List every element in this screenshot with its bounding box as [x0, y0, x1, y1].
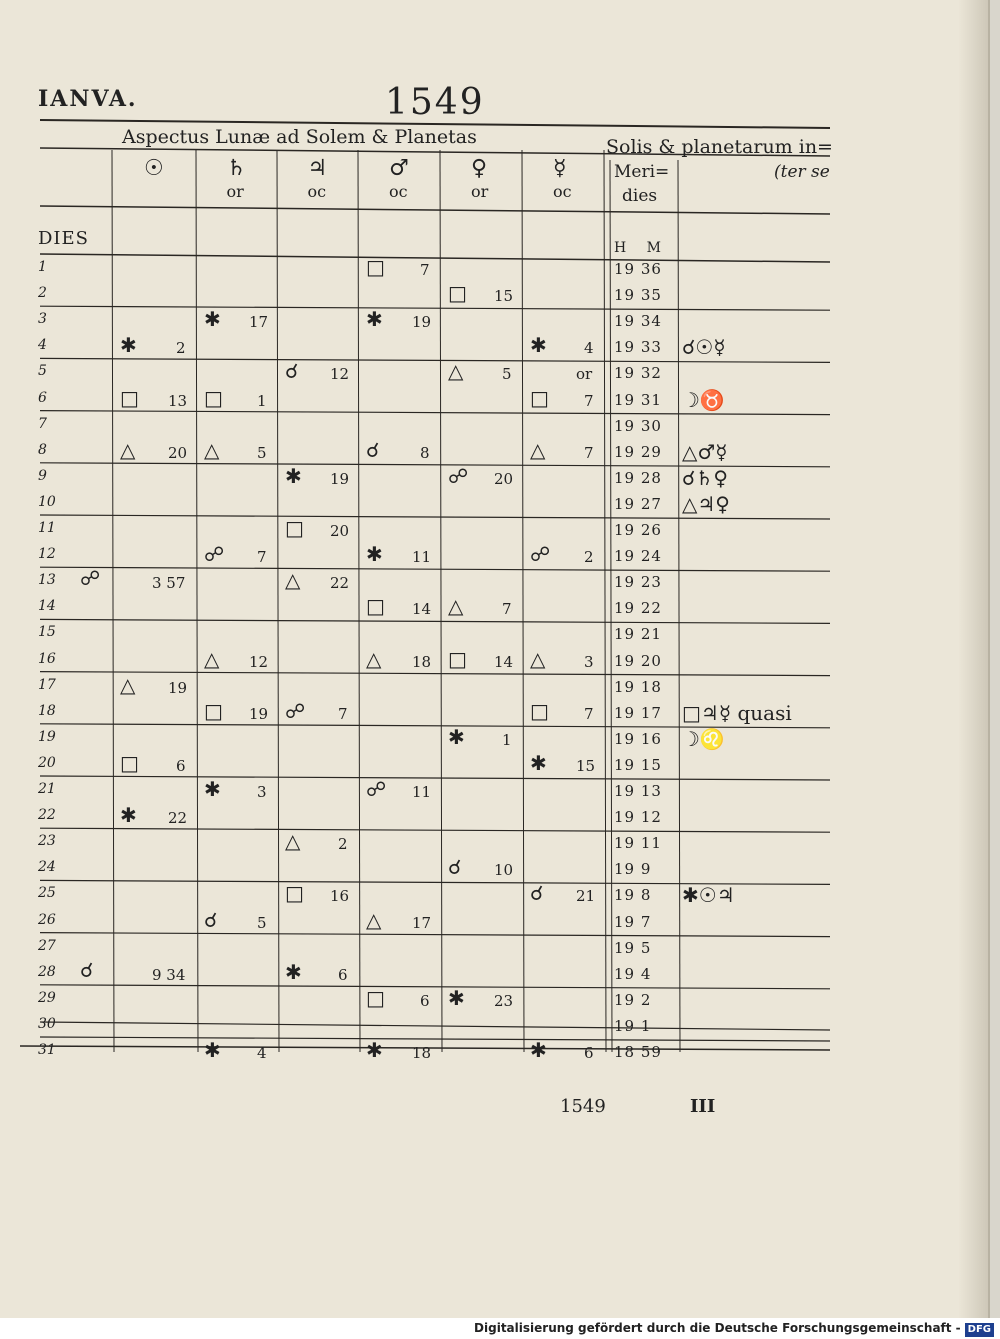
day-number: 15 [38, 624, 56, 641]
day-number: 13 [38, 572, 56, 589]
aspect-value: 22 [330, 574, 350, 593]
planet-symbol-icon: ☿ [553, 156, 567, 181]
day-number: 9 [38, 467, 47, 484]
aspect-symbol-icon: ✱ [120, 333, 137, 358]
meridies-time: 19 15 [614, 755, 662, 774]
subheader-rule [40, 206, 830, 214]
day-number: 5 [38, 363, 47, 380]
column-rule [604, 150, 606, 1052]
aspect-value: 5 [502, 365, 512, 384]
aspect-value: 12 [330, 365, 350, 384]
meridies-time: 19 22 [614, 599, 662, 618]
aspect-value: 1 [257, 391, 267, 410]
aspect-symbol-icon: ✱ [530, 333, 547, 358]
meridies-time: 19 24 [614, 547, 662, 566]
meridies-time: 19 23 [614, 573, 662, 592]
month-label: IANVA. [38, 86, 138, 112]
day-number: 6 [38, 389, 47, 406]
aspect-value: 4 [257, 1044, 267, 1062]
aspect-symbol-icon: △ [448, 359, 464, 384]
column-rule [277, 150, 279, 1052]
meridies-time: 19 32 [614, 364, 662, 383]
aspect-value: 14 [494, 652, 514, 671]
meridies-time: 19 13 [614, 782, 662, 800]
meridies-time: 19 16 [614, 729, 662, 748]
meridies-time: 19 2 [614, 990, 652, 1009]
solis-heading-cont: (ter se [774, 162, 830, 182]
meridies-label-2: dies [622, 186, 658, 206]
pair-rule [40, 1037, 830, 1041]
meridies-time: 19 4 [614, 964, 652, 983]
aspect-symbol-icon: ✱ [285, 959, 302, 984]
day-number: 20 [38, 754, 56, 771]
meridies-time: 19 30 [614, 416, 662, 435]
meridies-time: 19 5 [614, 938, 652, 957]
aspect-value: 10 [494, 861, 514, 880]
aspect-symbol-icon: □ [530, 385, 549, 410]
conjunction-note: ✱☉♃ [682, 883, 735, 908]
aspect-symbol-icon: ✱ [204, 777, 221, 801]
column-rule [112, 150, 114, 1052]
aspect-symbol-icon: △ [120, 437, 136, 462]
day-number: 11 [38, 520, 56, 536]
aspect-symbol-icon: ✱ [204, 307, 221, 332]
aspect-value: 19 [412, 313, 432, 332]
aspect-symbol-icon: □ [285, 516, 304, 540]
aspect-symbol-icon: □ [448, 281, 467, 306]
aspect-symbol-icon: ☌ [530, 881, 544, 906]
aspect-symbol-icon: ✱ [366, 1038, 383, 1062]
day-number: 10 [38, 493, 56, 510]
aspect-value: 7 [584, 391, 594, 410]
meridies-time: 19 35 [614, 286, 662, 305]
aspect-symbol-icon: ☌ [204, 907, 218, 932]
aspect-value: 6 [338, 965, 348, 984]
meridies-right-rule [678, 160, 680, 1052]
aspect-symbol-icon: △ [366, 907, 382, 932]
orient-label: or [226, 182, 244, 201]
aspect-value: 7 [338, 704, 348, 723]
folio-number: III [690, 1096, 716, 1117]
meridies-time: 18 59 [614, 1043, 662, 1061]
meridies-time: 19 18 [614, 677, 662, 696]
meridies-time: 19 9 [614, 860, 652, 879]
aspect-symbol-icon: ✱ [366, 307, 383, 332]
aspect-value: 16 [330, 887, 350, 906]
day-number: 12 [38, 546, 56, 563]
conjunction-note: △♂☿ [682, 439, 728, 464]
meridies-time: 19 21 [614, 625, 662, 644]
aspect-symbol-icon: △ [204, 437, 220, 462]
aspect-value: 20 [330, 522, 350, 540]
meridies-time: 19 34 [614, 312, 662, 331]
meridies-units: H M [614, 240, 669, 256]
meridies-label-1: Meri= [614, 162, 670, 182]
solis-heading: Solis & planetarum in= [606, 136, 833, 158]
aspect-value: 23 [494, 991, 514, 1010]
aspect-symbol-icon: ☍ [366, 777, 387, 801]
conjunction-note: △♃♀ [682, 491, 730, 516]
meridies-time: 19 17 [614, 703, 662, 722]
pair-rule [40, 672, 830, 676]
meridies-time: 19 12 [614, 808, 662, 827]
aspect-value: 17 [249, 313, 269, 332]
aspect-value: 20 [494, 469, 514, 488]
meridies-time: 19 31 [614, 390, 662, 409]
day-number: 23 [38, 833, 56, 850]
aspect-symbol-icon: ✱ [120, 803, 137, 828]
aspect-symbol-icon: □ [204, 698, 223, 723]
aspect-value: 7 [502, 600, 512, 619]
day-number: 25 [38, 885, 56, 902]
day-number: 8 [38, 441, 47, 458]
aspect-value: 5 [257, 913, 267, 932]
aspect-symbol-icon: □ [120, 750, 139, 775]
aspect-value: 15 [494, 287, 514, 306]
aspect-symbol-icon: ☌ [285, 359, 299, 384]
aspect-value: 19 [168, 678, 188, 697]
planet-symbol-icon: ♀ [471, 156, 488, 181]
aspect-symbol-icon: □ [366, 594, 385, 619]
aspect-symbol-icon: ☌ [448, 855, 462, 880]
digitization-footer [0, 1318, 1000, 1339]
aspect-symbol-icon: ☍ [80, 566, 101, 591]
aspect-value: 2 [176, 339, 186, 358]
aspect-value: 22 [168, 809, 188, 828]
aspect-symbol-icon: ✱ [285, 463, 302, 488]
aspect-value: 18 [412, 652, 432, 671]
digitization-credit: Digitalisierung gefördert durch die Deutsche Forschungsgemeinschaft - [474, 1321, 961, 1335]
aspect-symbol-icon: ✱ [448, 985, 465, 1010]
aspect-symbol-icon: △ [366, 646, 382, 671]
conjunction-note: □♃☿ quasi [682, 700, 792, 725]
aspect-value: 13 [168, 391, 188, 410]
aspect-symbol-icon: ✱ [530, 750, 547, 775]
meridies-time: 19 33 [614, 338, 662, 357]
day-number: 27 [38, 937, 56, 954]
aspect-value: 6 [584, 1044, 594, 1062]
aspect-value: 2 [584, 548, 594, 567]
conjunction-note: ☌☉☿ [682, 335, 726, 360]
meridies-time: 19 8 [614, 886, 652, 905]
aspect-symbol-icon: △ [120, 672, 136, 697]
aspect-symbol-icon: ☍ [285, 698, 306, 723]
aspect-value: 14 [412, 600, 432, 619]
aspect-value: 9 34 [152, 965, 186, 984]
aspect-value: 5 [257, 443, 267, 462]
aspect-value: 4 [584, 339, 594, 358]
day-number: 16 [38, 650, 56, 667]
aspect-symbol-icon: ✱ [448, 724, 465, 749]
planet-symbol-icon: ♄ [226, 156, 247, 181]
aspect-value: 11 [412, 548, 432, 567]
aspect-symbol-icon: △ [530, 646, 546, 671]
day-number: 2 [38, 285, 47, 302]
day-number: 31 [38, 1042, 56, 1058]
column-rule [522, 150, 524, 1052]
pair-rule [40, 933, 830, 937]
aspectus-heading: Aspectus Lunæ ad Solem & Planetas [122, 126, 477, 148]
day-number: 4 [38, 337, 47, 354]
pair-rule [40, 828, 830, 832]
day-number: 24 [38, 859, 56, 876]
aspect-symbol-icon: △ [285, 829, 301, 854]
conjunction-note: ☌♄♀ [682, 465, 728, 490]
conjunction-note: ☽♌ [682, 726, 725, 751]
orient-label: oc [389, 182, 408, 201]
aspect-value: 18 [412, 1044, 432, 1062]
aspect-value: 8 [420, 443, 430, 462]
aspect-symbol-icon: ☍ [204, 542, 225, 567]
aspect-symbol-icon: □ [120, 385, 139, 410]
day-number: 17 [38, 676, 56, 693]
pair-rule [40, 985, 830, 989]
aspect-value: 7 [584, 443, 594, 462]
aspect-value: 3 [584, 652, 594, 671]
aspect-symbol-icon: ☌ [366, 437, 380, 462]
aspect-symbol-icon: △ [530, 437, 546, 462]
orient-label: oc [307, 182, 327, 201]
pair-rule [40, 567, 830, 571]
aspect-symbol-icon: □ [530, 698, 549, 723]
meridies-time: 19 1 [614, 1016, 652, 1035]
aspect-value: 7 [584, 704, 594, 723]
day-number: 26 [38, 911, 56, 928]
column-rule [358, 150, 360, 1052]
pair-rule [40, 619, 830, 623]
aspect-value: 6 [420, 991, 430, 1010]
day-number: 28 [38, 963, 56, 980]
aspect-symbol-icon: □ [366, 255, 385, 279]
planet-symbol-icon: ♃ [307, 156, 328, 181]
day-number: 21 [38, 781, 56, 797]
aspect-symbol-icon: ☌ [80, 957, 94, 982]
dies-label: DIES [38, 228, 90, 249]
aspect-symbol-icon: ☍ [448, 463, 469, 488]
meridies-time: 19 26 [614, 521, 662, 539]
aspect-symbol-icon: □ [448, 646, 467, 671]
print-year: 1549 [560, 1096, 606, 1117]
meridies-time: 19 27 [614, 494, 662, 513]
aspect-symbol-icon: ✱ [204, 1038, 221, 1062]
aspect-symbol-icon: ✱ [530, 1038, 547, 1062]
meridies-inner-rule [610, 160, 612, 1052]
aspect-symbol-icon: ☍ [530, 542, 551, 567]
dfg-logo: DFG [965, 1323, 994, 1337]
aspect-value: 6 [176, 756, 186, 775]
day-number: 14 [38, 598, 56, 615]
day-number: 22 [38, 807, 56, 824]
orient-label: or [471, 182, 489, 201]
day-number: 18 [38, 702, 56, 719]
aspect-value: 20 [168, 443, 188, 462]
meridies-time: 19 7 [614, 912, 652, 931]
aspect-value: 1 [502, 730, 512, 749]
aspect-value: 12 [249, 652, 269, 671]
aspect-symbol-icon: □ [366, 985, 385, 1010]
aspect-value: or [576, 365, 593, 384]
aspect-value: 15 [576, 756, 596, 775]
pair-rule [40, 776, 830, 780]
meridies-time: 19 11 [614, 834, 662, 853]
day-number: 7 [38, 415, 47, 432]
column-head-rule [40, 254, 830, 262]
planet-symbol-icon: ♂ [389, 156, 409, 181]
aspect-value: 7 [257, 548, 267, 567]
conjunction-note: ☽♉ [682, 387, 725, 412]
aspect-value: 2 [338, 835, 348, 854]
meridies-time: 19 36 [614, 260, 662, 278]
aspect-symbol-icon: ✱ [366, 542, 383, 567]
aspect-value: 3 [257, 783, 267, 801]
aspect-symbol-icon: △ [448, 594, 464, 619]
meridies-time: 19 29 [614, 442, 662, 461]
column-rule [196, 150, 198, 1052]
aspect-value: 21 [576, 887, 596, 906]
meridies-time: 19 28 [614, 468, 662, 487]
day-number: 3 [38, 311, 47, 328]
year-title: 1549 [385, 82, 485, 123]
pair-rule [40, 306, 830, 310]
orient-label: oc [553, 182, 572, 201]
aspect-symbol-icon: □ [285, 881, 304, 906]
aspect-value: 17 [412, 913, 432, 932]
planet-symbol-icon: ☉ [144, 156, 164, 181]
aspect-symbol-icon: □ [204, 385, 223, 410]
day-number: 1 [38, 259, 47, 275]
aspect-symbol-icon: △ [285, 568, 301, 593]
aspect-value: 3 57 [152, 574, 186, 593]
aspect-value: 11 [412, 783, 432, 801]
aspect-value: 19 [330, 469, 350, 488]
day-number: 30 [38, 1015, 56, 1032]
day-number: 29 [38, 989, 56, 1006]
column-rule [440, 150, 442, 1052]
day-number: 19 [38, 728, 56, 745]
pair-rule [40, 1022, 830, 1030]
aspect-value: 19 [249, 704, 269, 723]
aspect-value: 7 [420, 261, 430, 279]
aspect-symbol-icon: △ [204, 646, 220, 671]
meridies-time: 19 20 [614, 651, 662, 670]
